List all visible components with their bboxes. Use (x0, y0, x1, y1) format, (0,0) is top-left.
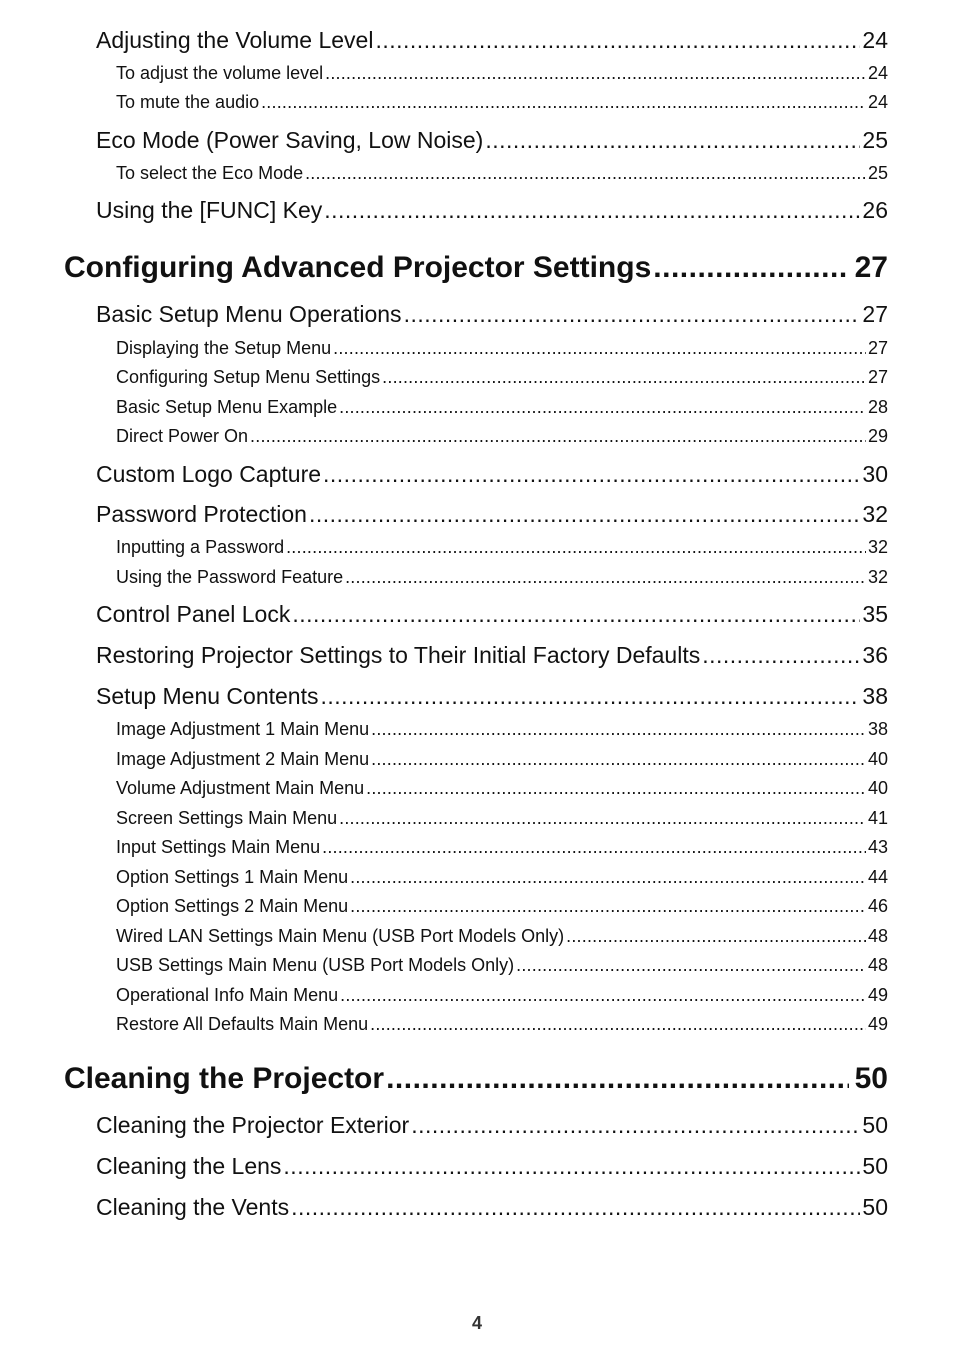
toc-entry-title: Using the [FUNC] Key (96, 197, 323, 223)
toc-leader-dots (339, 397, 866, 418)
toc-leader-dots (411, 1112, 860, 1139)
toc-leader-dots (653, 251, 848, 285)
toc-chapter-entry[interactable] (64, 251, 888, 291)
toc-entry[interactable] (116, 63, 888, 87)
toc-entry-title: Image Adjustment 1 Main Menu (116, 719, 370, 739)
toc-entry[interactable] (116, 896, 888, 920)
toc-entry-title: Restore All Defaults Main Menu (116, 1014, 369, 1034)
toc-entry-page: 49 (867, 1014, 888, 1034)
toc-leader-dots (566, 926, 866, 947)
toc-entry-page: 48 (867, 955, 888, 975)
toc-leader-dots (340, 985, 866, 1006)
toc-entry-page: 50 (862, 1194, 888, 1220)
toc-entry-title: Adjusting the Volume Level (96, 27, 374, 53)
toc-entry[interactable] (96, 1112, 888, 1142)
toc-leader-dots (322, 837, 866, 858)
toc-entry[interactable] (116, 778, 888, 802)
toc-leader-dots (371, 719, 866, 740)
toc-leader-dots (325, 63, 866, 84)
toc-entry-title: Using the Password Feature (116, 567, 344, 587)
toc-entry-title: Option Settings 2 Main Menu (116, 896, 349, 916)
toc-entry-page: 50 (862, 1153, 888, 1179)
toc-entry-page: 44 (867, 867, 888, 887)
toc-entry-title: Password Protection (96, 501, 307, 527)
page-number: 4 (471, 1313, 482, 1333)
toc-entry-title: Operational Info Main Menu (116, 985, 339, 1005)
toc-entry-page: 38 (862, 683, 888, 709)
toc-entry-page: 43 (867, 837, 888, 857)
toc-entry-title: Option Settings 1 Main Menu (116, 867, 349, 887)
toc-entry-title: Volume Adjustment Main Menu (116, 778, 365, 798)
toc-entry-title: Restoring Projector Settings to Their Initial Factory Defaults (96, 642, 701, 668)
toc-entry-page: 25 (862, 127, 888, 153)
toc-entry-title: Inputting a Password (116, 537, 285, 557)
toc-leader-dots (516, 955, 866, 976)
toc-entry[interactable] (116, 426, 888, 450)
toc-entry-title: Configuring Setup Menu Settings (116, 367, 381, 387)
toc-entry-page: 24 (867, 92, 888, 112)
toc-entry-title: Input Settings Main Menu (116, 837, 321, 857)
toc-entry-page: 28 (867, 397, 888, 417)
toc-leader-dots (320, 683, 860, 710)
toc-entry[interactable] (116, 749, 888, 773)
toc-entry-page: 27 (867, 338, 888, 358)
toc-entry-page: 40 (867, 778, 888, 798)
toc-leader-dots (286, 537, 866, 558)
toc-entry-page: 27 (867, 367, 888, 387)
toc-leader-dots (333, 338, 866, 359)
toc-entry[interactable] (116, 397, 888, 421)
toc-leader-dots (371, 749, 866, 770)
toc-entry[interactable] (96, 127, 888, 157)
toc-entry-page: 27 (862, 301, 888, 327)
toc-entry[interactable] (116, 163, 888, 187)
toc-entry[interactable] (96, 301, 888, 331)
toc-entry[interactable] (96, 642, 888, 672)
toc-entry-title: Direct Power On (116, 426, 249, 446)
toc-leader-dots (350, 896, 866, 917)
toc-entry[interactable] (96, 197, 888, 227)
toc-entry-page: 30 (862, 461, 888, 487)
toc-entry-title: To mute the audio (116, 92, 260, 112)
toc-leader-dots (375, 27, 860, 54)
toc-leader-dots (292, 601, 860, 628)
toc-entry-title: Custom Logo Capture (96, 461, 322, 487)
toc-leader-dots (404, 301, 861, 328)
toc-leader-dots (370, 1014, 866, 1035)
toc-entry-page: 49 (867, 985, 888, 1005)
toc-leader-dots (305, 163, 866, 184)
toc-leader-dots (250, 426, 866, 447)
toc-entry-page: 40 (867, 749, 888, 769)
toc-entry[interactable] (116, 719, 888, 743)
toc-entry[interactable] (96, 501, 888, 531)
toc-leader-dots (283, 1153, 860, 1180)
toc-entry[interactable] (116, 1014, 888, 1038)
toc-entry[interactable] (96, 461, 888, 491)
toc-leader-dots (702, 642, 860, 669)
toc-entry-title: Screen Settings Main Menu (116, 808, 338, 828)
toc-entry-page: 46 (867, 896, 888, 916)
toc-entry[interactable] (96, 1194, 888, 1224)
toc-entry-title: Control Panel Lock (96, 601, 291, 627)
toc-entry-title: Cleaning the Vents (96, 1194, 290, 1220)
toc-chapter-entry[interactable] (64, 1062, 888, 1102)
toc-leader-dots (339, 808, 866, 829)
toc-leader-dots (350, 867, 866, 888)
toc-entry-page: 48 (867, 926, 888, 946)
toc-entry[interactable] (116, 92, 888, 116)
toc-entry-title: Image Adjustment 2 Main Menu (116, 749, 370, 769)
toc-chapter-title: Cleaning the Projector (64, 1062, 385, 1095)
toc-entry[interactable] (116, 537, 888, 561)
toc-leader-dots (485, 127, 860, 154)
toc-entry[interactable] (116, 985, 888, 1009)
toc-leader-dots (382, 367, 866, 388)
toc-entry-title: To adjust the volume level (116, 63, 324, 83)
toc-entry-page: 41 (867, 808, 888, 828)
toc-entry-title: Wired LAN Settings Main Menu (USB Port Models Only) (116, 926, 565, 946)
toc-entry-page: 32 (867, 567, 888, 587)
toc-entry-title: Setup Menu Contents (96, 683, 319, 709)
toc-entry-title: To select the Eco Mode (116, 163, 304, 183)
toc-entry[interactable] (116, 338, 888, 362)
toc-entry-title: Cleaning the Lens (96, 1153, 282, 1179)
toc-entry-page: 35 (862, 601, 888, 627)
toc-chapter-title: Configuring Advanced Projector Settings (64, 251, 652, 284)
toc-entry-title: Displaying the Setup Menu (116, 338, 332, 358)
toc-entry-page: 29 (867, 426, 888, 446)
toc-entry[interactable] (96, 1153, 888, 1183)
toc-entry[interactable] (116, 367, 888, 391)
toc-entry-page: 24 (862, 27, 888, 53)
toc-entry-title: USB Settings Main Menu (USB Port Models Only) (116, 955, 515, 975)
toc-chapter-page: 50 (854, 1062, 888, 1095)
toc-entry-title: Basic Setup Menu Operations (96, 301, 402, 327)
toc-leader-dots (291, 1194, 860, 1221)
toc-entry[interactable] (96, 27, 888, 57)
toc-entry-page: 32 (862, 501, 888, 527)
toc-entry[interactable] (116, 567, 888, 591)
toc-entry[interactable] (96, 601, 888, 631)
toc-leader-dots (386, 1062, 849, 1096)
toc-leader-dots (324, 197, 860, 224)
toc-entry-page: 26 (862, 197, 888, 223)
toc-entry-page: 32 (867, 537, 888, 557)
toc-entry[interactable] (116, 867, 888, 891)
toc-leader-dots (366, 778, 866, 799)
toc-leader-dots (345, 567, 866, 588)
toc-entry-page: 25 (867, 163, 888, 183)
toc-leader-dots (261, 92, 866, 113)
toc-chapter-page: 27 (854, 251, 888, 284)
toc-entry-title: Eco Mode (Power Saving, Low Noise) (96, 127, 484, 153)
toc-entry-title: Basic Setup Menu Example (116, 397, 338, 417)
toc-entry-page: 24 (867, 63, 888, 83)
toc-entry[interactable] (96, 683, 888, 713)
toc-entry-title: Cleaning the Projector Exterior (96, 1112, 410, 1138)
toc-entry-page: 36 (862, 642, 888, 668)
toc-entry-page: 50 (862, 1112, 888, 1138)
toc-entry[interactable] (116, 926, 888, 950)
toc-entry[interactable] (116, 955, 888, 979)
toc-leader-dots (323, 461, 860, 488)
toc-leader-dots (309, 501, 860, 528)
toc-entry[interactable] (116, 837, 888, 861)
toc-entry-page: 38 (867, 719, 888, 739)
toc-entry[interactable] (116, 808, 888, 832)
